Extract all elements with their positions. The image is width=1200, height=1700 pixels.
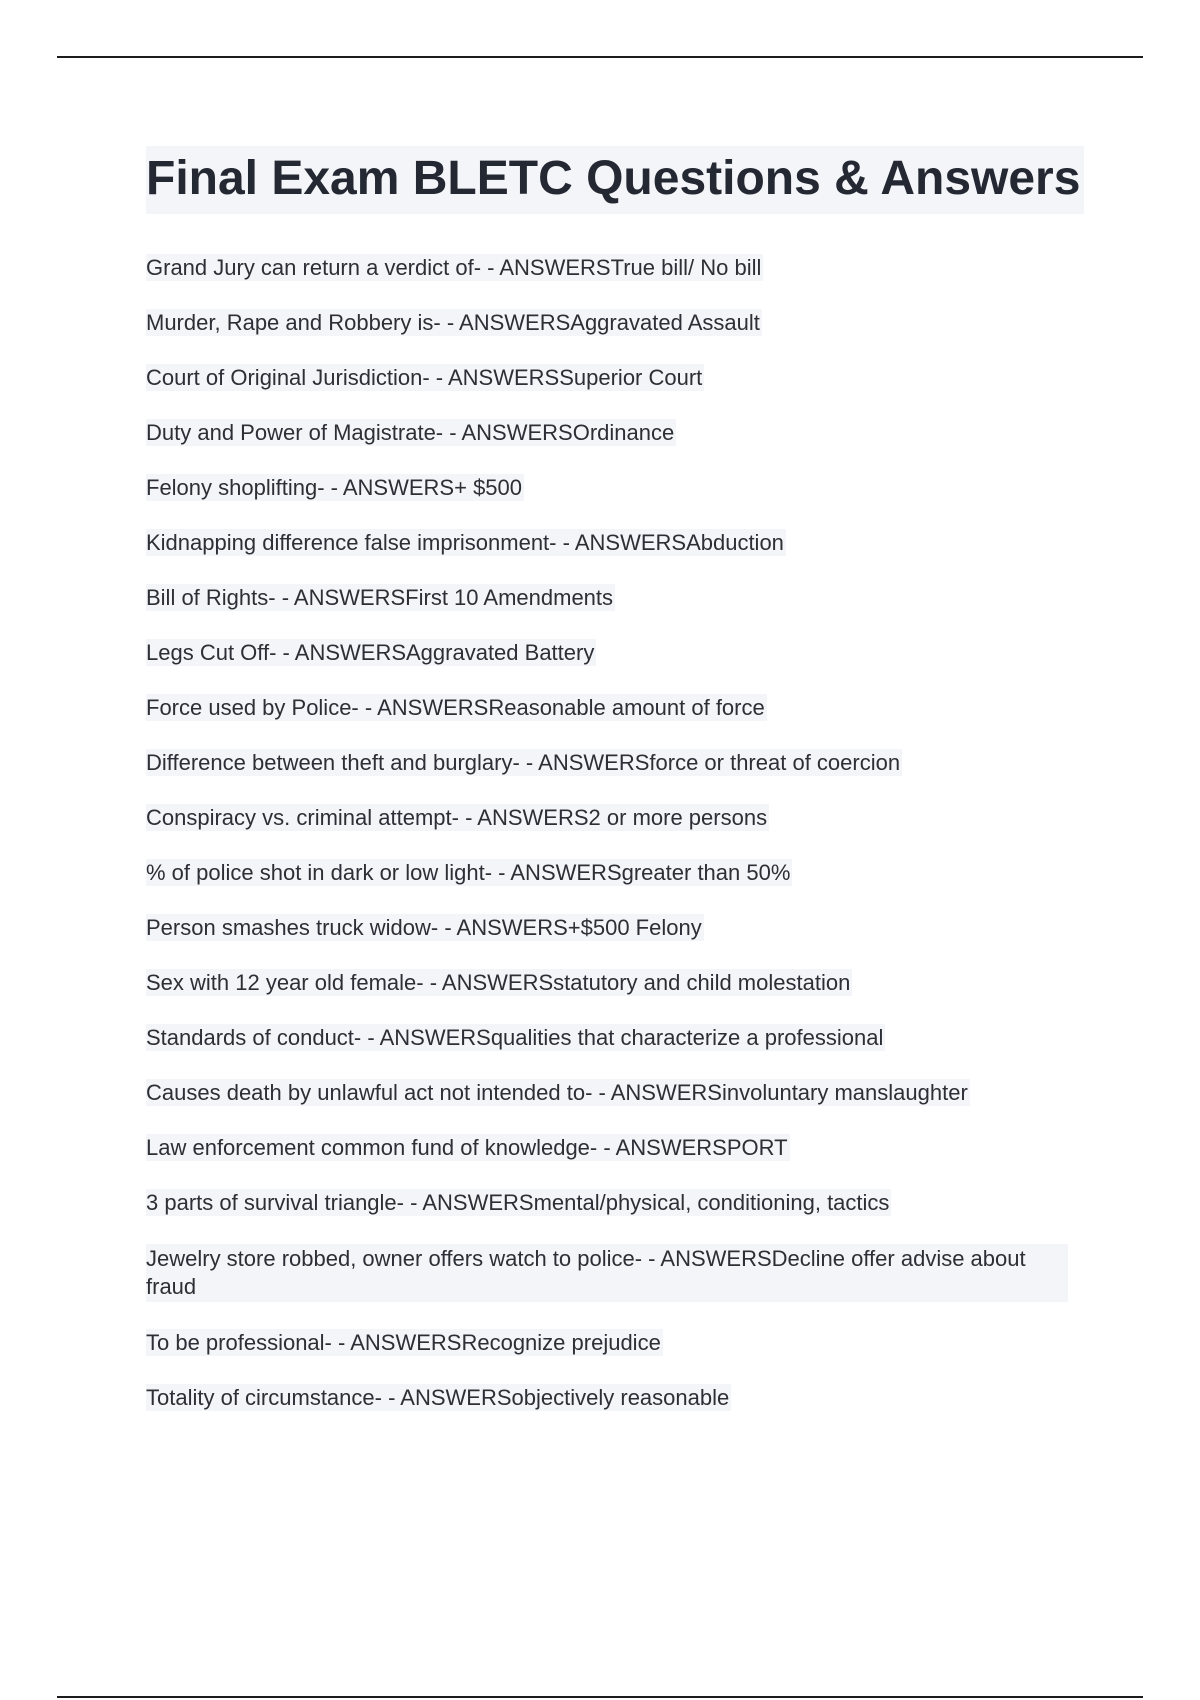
qa-text: Legs Cut Off- - ANSWERSAggravated Battery	[146, 640, 595, 665]
bottom-rule	[57, 1696, 1143, 1698]
qa-text: Jewelry store robbed, owner offers watch to police- - ANSWERSDecline offer advise about fraud	[146, 1244, 1068, 1302]
qa-item	[146, 749, 1076, 777]
qa-item	[146, 1024, 1076, 1052]
qa-item	[146, 364, 1076, 392]
qa-item	[146, 309, 1076, 337]
page-title: Final Exam BLETC Questions & Answers	[146, 146, 1084, 214]
qa-text: Force used by Police- - ANSWERSReasonable amount of force	[146, 695, 765, 720]
qa-list	[146, 254, 1076, 1439]
qa-text: Felony shoplifting- - ANSWERS+ $500	[146, 475, 523, 500]
top-rule	[57, 56, 1143, 58]
qa-text: Totality of circumstance- - ANSWERSobjectively reasonable	[146, 1385, 730, 1410]
qa-text: To be professional- - ANSWERSRecognize prejudice	[146, 1330, 661, 1355]
qa-item	[146, 1329, 1076, 1357]
qa-item	[146, 1079, 1076, 1107]
qa-item	[146, 1189, 1076, 1217]
qa-item	[146, 474, 1076, 502]
qa-item	[146, 419, 1076, 447]
qa-item	[146, 859, 1076, 887]
qa-item	[146, 1384, 1076, 1412]
qa-text: Person smashes truck widow- - ANSWERS+$500 Felony	[146, 915, 702, 940]
qa-item	[146, 529, 1076, 557]
qa-item	[146, 969, 1076, 997]
qa-item	[146, 1244, 1076, 1302]
qa-text: Grand Jury can return a verdict of- - ANSWERSTrue bill/ No bill	[146, 255, 762, 280]
qa-item	[146, 584, 1076, 612]
qa-item	[146, 914, 1076, 942]
qa-text: Sex with 12 year old female- - ANSWERSstatutory and child molestation	[146, 970, 851, 995]
qa-text: Difference between theft and burglary- - ANSWERSforce or threat of coercion	[146, 750, 901, 775]
qa-text: Court of Original Jurisdiction- - ANSWERSSuperior Court	[146, 365, 703, 390]
qa-text: Conspiracy vs. criminal attempt- - ANSWERS2 or more persons	[146, 805, 768, 830]
qa-item	[146, 694, 1076, 722]
qa-text: Murder, Rape and Robbery is- - ANSWERSAggravated Assault	[146, 310, 760, 335]
qa-text: Law enforcement common fund of knowledge- - ANSWERSPORT	[146, 1135, 788, 1160]
qa-text: Bill of Rights- - ANSWERSFirst 10 Amendments	[146, 585, 614, 610]
qa-text: 3 parts of survival triangle- - ANSWERSmental/physical, conditioning, tactics	[146, 1190, 890, 1215]
qa-text: Causes death by unlawful act not intended to- - ANSWERSinvoluntary manslaughter	[146, 1080, 968, 1105]
qa-text: Kidnapping difference false imprisonment- - ANSWERSAbduction	[146, 530, 784, 555]
qa-text: % of police shot in dark or low light- - ANSWERSgreater than 50%	[146, 860, 791, 885]
qa-item	[146, 1134, 1076, 1162]
qa-text: Standards of conduct- - ANSWERSqualities that characterize a professional	[146, 1025, 884, 1050]
qa-item	[146, 639, 1076, 667]
qa-item	[146, 254, 1076, 282]
qa-item	[146, 804, 1076, 832]
qa-text: Duty and Power of Magistrate- - ANSWERSOrdinance	[146, 420, 675, 445]
